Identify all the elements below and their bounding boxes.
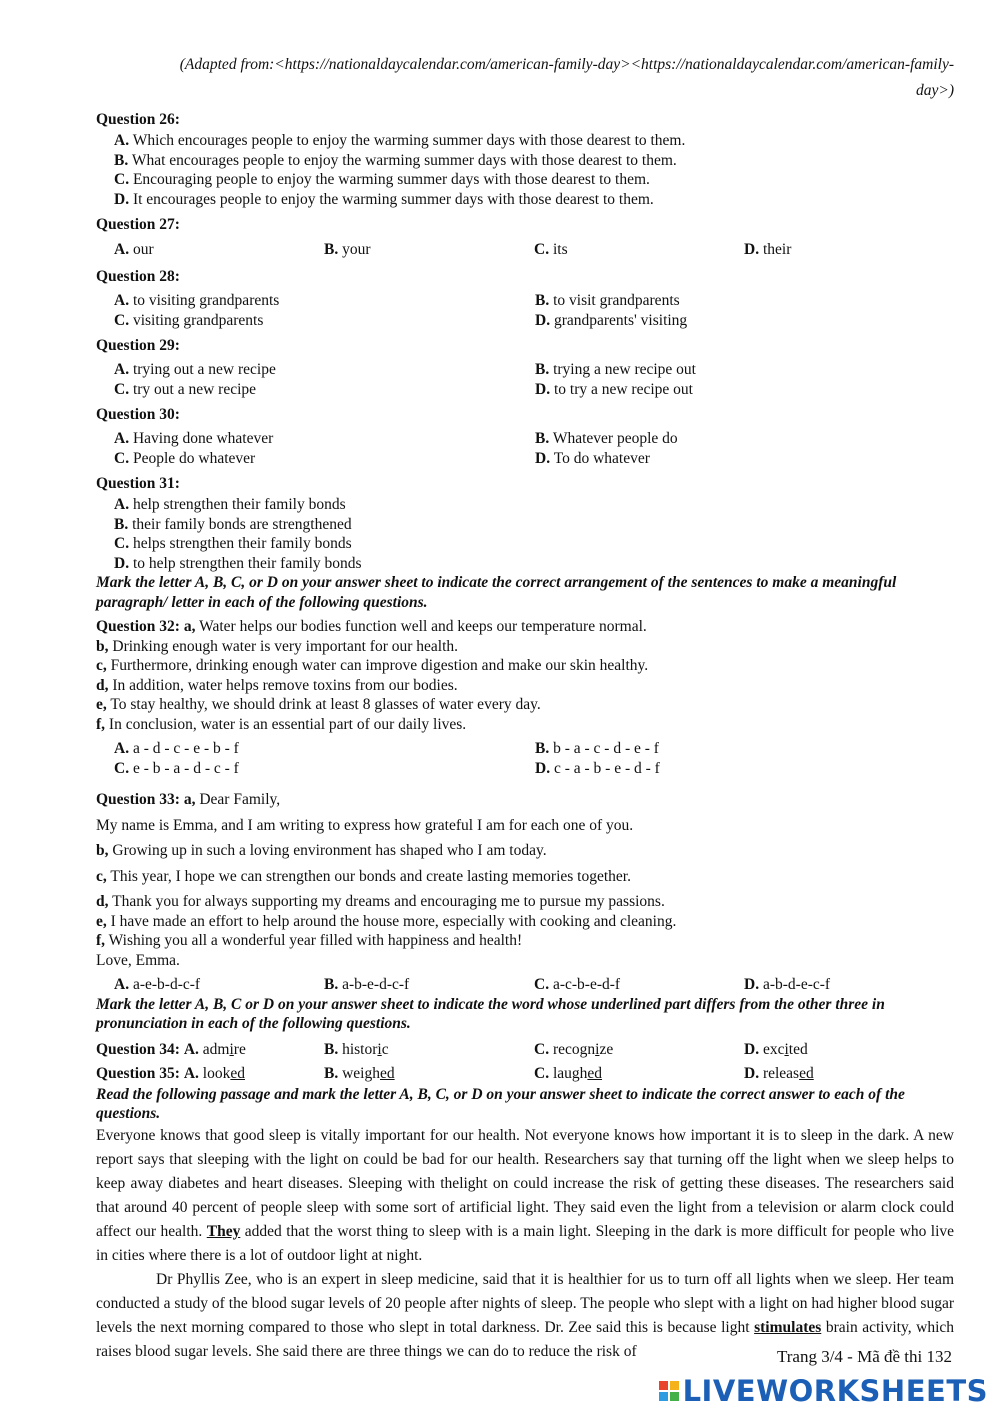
question-33-sentence-f: f, Wishing you all a wonderful year filled with happiness and health! xyxy=(96,932,523,949)
liveworksheets-logo xyxy=(659,1374,988,1408)
question-34-label: Question 34: xyxy=(96,1040,180,1058)
question-26-option-b[interactable]: B. What encourages people to enjoy the warming summer days with those dearest to them. xyxy=(114,151,677,169)
question-27-label: Question 27: xyxy=(96,216,180,233)
question-27-option-a[interactable]: A. our xyxy=(114,241,154,258)
question-29-option-d[interactable]: D. to try a new recipe out xyxy=(535,380,693,398)
instruction-arrangement: Mark the letter A, B, C, or D on your answer sheet to indicate the correct arrangement of the sentences to make a meaningful paragraph/ letter in each of the following questions. xyxy=(96,574,897,611)
question-35-option-a[interactable]: Question 35: A. looked xyxy=(96,1064,245,1082)
instruction-reading: Read the following passage and mark the letter A, B, C, or D on your answer sheet to indicate the correct answer to each of the questions. xyxy=(96,1085,905,1122)
question-35-option-c[interactable]: C. laughed xyxy=(534,1064,603,1082)
passage-paragraph-2: Dr Phyllis Zee, who is an expert in sleep medicine, said that it is healthier for us to turn off all lights when we sleep. Her team conducted a study of the blood sugar levels of 20 people after nights of sleep. The people who slept with a light on had higher blood sugar levels the next morning compared to those who slept in total darkness. Dr. Zee said this is because light stimulates brain activity, which raises blood sugar levels. She said there are three things we can do to reduce the risk of xyxy=(96,1270,955,1360)
question-26-option-d[interactable]: D. It encourages people to enjoy the warming summer days with those dearest to them. xyxy=(114,190,654,208)
question-33-option-c[interactable]: C. a-c-b-e-d-f xyxy=(534,976,621,993)
question-30-options xyxy=(96,429,954,468)
question-33-sentence-e: e, I have made an effort to help around the house more, especially with cooking and cleaning. xyxy=(96,912,677,930)
logo-square-green xyxy=(670,1392,679,1401)
question-28-option-a[interactable]: A. to visiting grandparents xyxy=(114,292,280,309)
reading-passage xyxy=(96,1124,954,1364)
question-31-option-b[interactable]: B. their family bonds are strengthened xyxy=(114,515,352,533)
logo-square-yellow xyxy=(670,1381,679,1390)
question-33-option-d[interactable]: D. a-b-d-e-c-f xyxy=(744,976,831,993)
question-33-sentence-d: d, Thank you for always supporting my dreams and encouraging me to pursue my passions. xyxy=(96,893,665,910)
question-32-sentence-e: e, To stay healthy, we should drink at least 8 glasses of water every day. xyxy=(96,696,541,713)
question-33-option-b[interactable]: B. a-b-e-d-c-f xyxy=(324,976,410,993)
question-30-option-b[interactable]: B. Whatever people do xyxy=(535,430,678,447)
question-26-options xyxy=(96,131,954,209)
question-27-option-b[interactable]: B. your xyxy=(324,241,371,258)
question-30-label: Question 30: xyxy=(96,406,180,423)
question-32-options xyxy=(96,739,954,778)
question-34-option-c[interactable]: C. recognize xyxy=(534,1040,614,1058)
question-28-option-c[interactable]: C. visiting grandparents xyxy=(114,311,264,329)
source-note: (Adapted from:<https://nationaldaycalendar.com/american-family-day><https://nationaldaycalendar.com/american-family- day>) xyxy=(179,56,954,99)
question-34-option-a[interactable]: Question 34: A. admire xyxy=(96,1040,246,1058)
question-28-options xyxy=(96,291,954,330)
question-32-sentence-a: Question 32: a, Water helps our bodies function well and keeps our temperature normal. xyxy=(96,618,647,635)
question-27-option-c[interactable]: C. its xyxy=(534,241,568,258)
question-33-sentence-b: b, Growing up in such a loving environment has shaped who I am today. xyxy=(96,842,547,859)
question-33-intro: My name is Emma, and I am writing to express how grateful I am for each one of you. xyxy=(96,816,634,834)
question-26-option-c[interactable]: C. Encouraging people to enjoy the warming summer days with those dearest to them. xyxy=(114,171,650,188)
question-31-options xyxy=(96,495,954,573)
question-33-sentence-c: c, This year, I hope we can strengthen our bonds and create lasting memories together. xyxy=(96,867,631,885)
question-33-option-a[interactable]: A. a-e-b-d-c-f xyxy=(114,976,201,993)
passage-underlined-they: They xyxy=(206,1222,241,1240)
question-35-label: Question 35: xyxy=(96,1064,180,1082)
question-29-label: Question 29: xyxy=(96,337,180,354)
question-33-options xyxy=(96,975,954,995)
question-27-option-d[interactable]: D. their xyxy=(744,241,792,258)
question-29-option-a[interactable]: A. trying out a new recipe xyxy=(114,361,276,378)
passage-paragraph-1: Everyone knows that good sleep is vitally important for our health. Not everyone knows how important it is to sleep in the dark. A new report says that sleeping with the light on could be bad for our health. Researchers say that turning off the light when we sleep helps to keep away diabetes and heart diseases. Sleeping with thelight on could increase the risk of getting these diseases. The researchers said that around 40 percent of people sleep with some sort of artificial light. They said even the light from a television or alarm clock could affect our health. They added that the worst thing to sleep with is a main light. Sleeping in the dark is more difficult for people who live in cities where there is a lot of outdoor light at night. xyxy=(96,1126,955,1264)
question-32-option-d[interactable]: D. c - a - b - e - d - f xyxy=(535,759,660,777)
question-30-option-d[interactable]: D. To do whatever xyxy=(535,449,650,467)
logo-square-red xyxy=(659,1381,668,1390)
question-32-label: Question 32: xyxy=(96,618,180,635)
question-30-option-c[interactable]: C. People do whatever xyxy=(114,449,256,467)
question-31-label: Question 31: xyxy=(96,475,180,492)
question-26-label: Question 26: xyxy=(96,111,180,128)
question-34-row xyxy=(96,1038,954,1061)
question-31-option-a[interactable]: A. help strengthen their family bonds xyxy=(114,496,346,513)
question-32-sentence-c: c, Furthermore, drinking enough water can improve digestion and make our skin healthy. xyxy=(96,657,649,674)
question-33-closing: Love, Emma. xyxy=(96,951,180,969)
page-footer: Trang 3/4 - Mã đề thi 132 xyxy=(776,1347,952,1366)
question-32-option-a[interactable]: A. a - d - c - e - b - f xyxy=(114,740,239,757)
question-29-option-c[interactable]: C. try out a new recipe xyxy=(114,380,257,398)
logo-squares-icon xyxy=(659,1381,679,1401)
question-32-sentence-d: d, In addition, water helps remove toxins from our bodies. xyxy=(96,676,458,694)
question-28-option-b[interactable]: B. to visit grandparents xyxy=(535,292,680,309)
question-32-option-b[interactable]: B. b - a - c - d - e - f xyxy=(535,740,659,757)
brand-text: LIVEWORKSHEETS xyxy=(682,1374,988,1408)
instruction-pronunciation: Mark the letter A, B, C or D on your answer sheet to indicate the word whose underlined part differs from the other three in pronunciation in each of the following questions. xyxy=(96,995,885,1032)
passage-underlined-stimulates: stimulates xyxy=(754,1318,822,1336)
worksheet-page xyxy=(96,52,954,1364)
question-32-option-c[interactable]: C. e - b - a - d - c - f xyxy=(114,759,239,777)
question-35-option-d[interactable]: D. released xyxy=(744,1064,814,1082)
question-28-option-d[interactable]: D. grandparents' visiting xyxy=(535,311,688,329)
question-31-option-c[interactable]: C. helps strengthen their family bonds xyxy=(114,535,352,552)
question-26-option-a[interactable]: A. Which encourages people to enjoy the warming summer days with those dearest to them. xyxy=(114,132,686,149)
question-32-sentence-f: f, In conclusion, water is an essential part of our daily lives. xyxy=(96,715,467,733)
question-33-label: Question 33: xyxy=(96,791,180,808)
question-27-options xyxy=(96,239,954,261)
question-35-option-b[interactable]: B. weighed xyxy=(324,1064,395,1082)
question-35-row xyxy=(96,1062,954,1085)
question-34-option-d[interactable]: D. excited xyxy=(744,1040,808,1058)
question-29-option-b[interactable]: B. trying a new recipe out xyxy=(535,361,696,378)
question-31-option-d[interactable]: D. to help strengthen their family bonds xyxy=(114,554,362,572)
logo-square-blue xyxy=(659,1392,668,1401)
question-28-label: Question 28: xyxy=(96,268,180,285)
question-29-options xyxy=(96,360,954,399)
question-34-option-b[interactable]: B. historic xyxy=(324,1040,389,1058)
question-32-sentence-b: b, Drinking enough water is very important for our health. xyxy=(96,637,459,655)
question-30-option-a[interactable]: A. Having done whatever xyxy=(114,430,274,447)
question-33-sentence-a: Question 33: a, Dear Family, xyxy=(96,791,281,808)
